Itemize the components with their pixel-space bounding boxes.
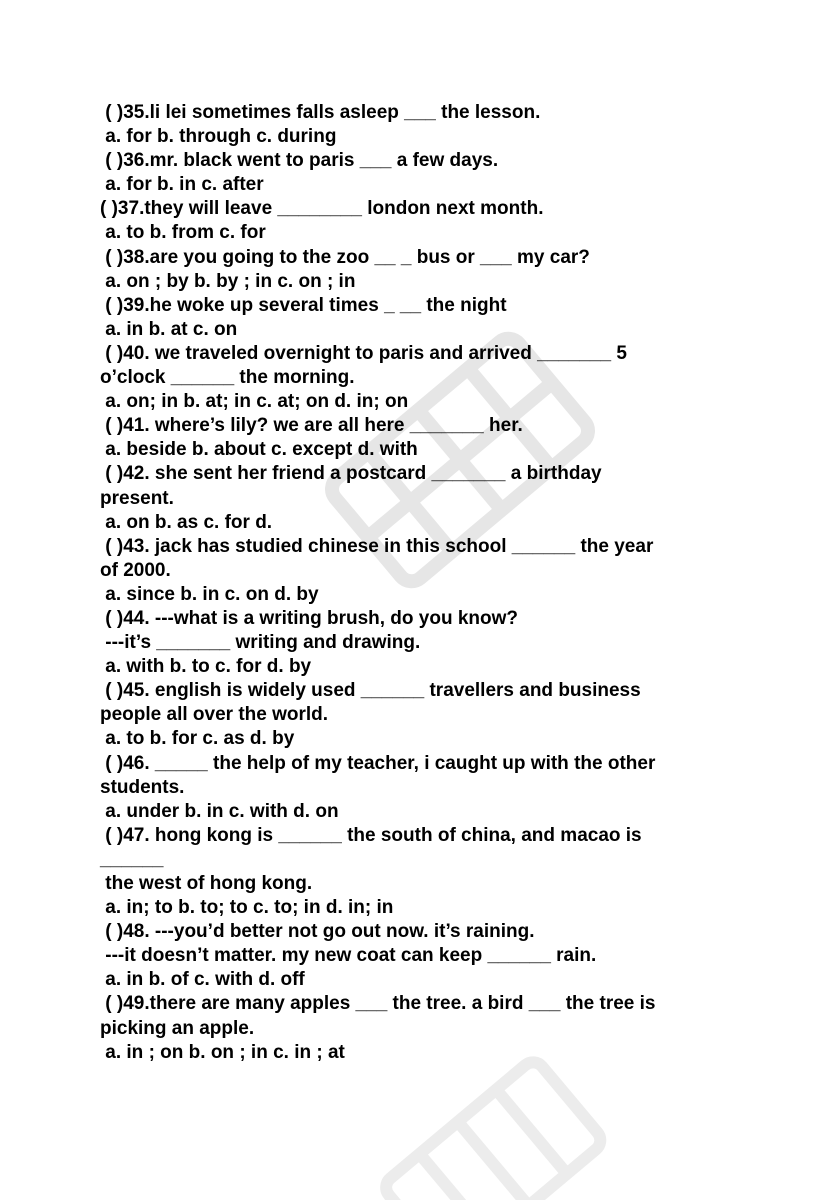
question-43-cont: of 2000. xyxy=(100,559,171,581)
options-43: a. since b. in c. on d. by xyxy=(100,583,319,605)
question-42-cont: present. xyxy=(100,487,174,509)
options-45: a. to b. for c. as d. by xyxy=(100,728,295,750)
options-44: a. with b. to c. for d. by xyxy=(100,656,312,678)
question-48-cont: ---it doesn’t matter. my new coat can keep ______ rain. xyxy=(100,945,597,967)
question-43: ( )43. jack has studied chinese in this school ______ the year xyxy=(100,535,654,557)
question-48: ( )48. ---you’d better not go out now. it’s raining. xyxy=(100,921,535,943)
options-49: a. in ; on b. on ; in c. in ; at xyxy=(100,1041,345,1063)
options-37: a. to b. from c. for xyxy=(100,222,266,244)
options-47: a. in; to b. to; to c. to; in d. in; in xyxy=(100,897,394,919)
options-46: a. under b. in c. with d. on xyxy=(100,800,339,822)
options-41: a. beside b. about c. except d. with xyxy=(100,439,418,461)
question-49-cont: picking an apple. xyxy=(100,1017,255,1039)
question-49: ( )49.there are many apples ___ the tree. a bird ___ the tree is xyxy=(100,993,656,1015)
question-38: ( )38.are you going to the zoo __ _ bus or ___ my car? xyxy=(100,246,590,268)
question-45-cont: people all over the world. xyxy=(100,704,329,726)
question-46-cont: students. xyxy=(100,776,185,798)
question-40: ( )40. we traveled overnight to paris and arrived _______ 5 xyxy=(100,342,627,364)
question-35: ( )35.li lei sometimes falls asleep ___ the lesson. xyxy=(100,102,541,123)
options-38: a. on ; by b. by ; in c. on ; in xyxy=(100,270,356,292)
options-39: a. in b. at c. on xyxy=(100,318,238,340)
options-35: a. for b. through c. during xyxy=(100,126,337,148)
options-36: a. for b. in c. after xyxy=(100,174,264,196)
options-42: a. on b. as c. for d. xyxy=(100,511,273,533)
question-47-blank: ______ xyxy=(100,848,164,870)
question-39: ( )39.he woke up several times _ __ the night xyxy=(100,294,507,316)
question-36: ( )36.mr. black went to paris ___ a few days. xyxy=(100,150,499,172)
worksheet-page xyxy=(100,101,740,1065)
question-41: ( )41. where’s lily? we are all here _______ her. xyxy=(100,415,523,437)
question-42: ( )42. she sent her friend a postcard _______ a birthday xyxy=(100,463,602,485)
question-47-cont: the west of hong kong. xyxy=(100,873,313,894)
options-48: a. in b. of c. with d. off xyxy=(100,969,305,991)
options-40: a. on; in b. at; in c. at; on d. in; on xyxy=(100,391,409,413)
question-40-cont: o’clock ______ the morning. xyxy=(100,367,355,389)
question-46: ( )46. _____ the help of my teacher, i caught up with the other xyxy=(100,752,656,774)
question-44: ( )44. ---what is a writing brush, do you know? xyxy=(100,607,519,629)
question-37: ( )37.they will leave ________ london next month. xyxy=(100,198,544,220)
question-44-cont: ---it’s _______ writing and drawing. xyxy=(100,632,421,654)
question-45: ( )45. english is widely used ______ travellers and business xyxy=(100,680,641,702)
question-47: ( )47. hong kong is ______ the south of china, and macao is xyxy=(100,824,642,846)
